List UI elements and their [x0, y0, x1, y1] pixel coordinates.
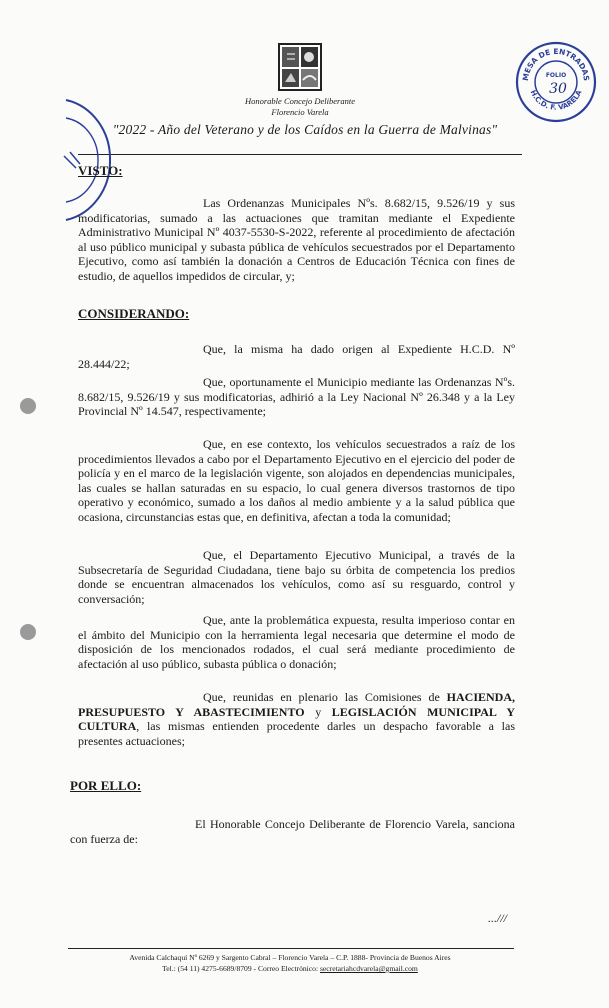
por-ello-body: El Honorable Concejo Deliberante de Florencio Varela, sanciona con fuerza de: [70, 817, 515, 846]
stamp-folio-label: FOLIO [545, 72, 567, 79]
por-ello-text [70, 817, 515, 846]
entry-desk-stamp [514, 40, 598, 124]
council-name: Honorable Concejo Deliberante [244, 96, 355, 106]
p6-start: Que, reunidas en plenario las Comisiones de [203, 690, 447, 704]
p6-mid: y [304, 704, 332, 719]
considerando-heading: CONSIDERANDO: [78, 306, 190, 321]
committee-hacienda: HACIENDA, PRESUPUESTO Y ABASTECIMIENTO [78, 690, 515, 719]
visto-text [78, 196, 515, 283]
p5-text: Que, ante la problemática expuesta, resulta imperioso contar en el ámbito del Municipio con la herramienta legal necesaria que determine el modo de disposición de los mencionados rodados, el cual será mediante procedimiento de afectación al uso público, subasta pública o donación; [78, 613, 515, 671]
stamp-bottom-text: H.C.D. F. VARELA [528, 88, 584, 112]
considerando-p2 [78, 375, 515, 419]
coat-of-arms-logo [277, 42, 323, 94]
considerando-p3 [78, 437, 515, 524]
council-header [200, 96, 400, 118]
p4-text: Que, el Departamento Ejecutivo Municipal, a través de la Subsecretaría de Seguridad Ciudadana, tiene bajo su órbita de competencia los predios donde se encuentran almacenados los vehículos, como así su resguardo, control y conversación; [78, 548, 515, 606]
p2-text: Que, oportunamente el Municipio mediante las Ordenanzas Nºs. 8.682/15, 9.526/19 y sus modificatorias, adhirió a la Ley Nacional Nº 26.348 y a la Ley Provincial Nº 14.547, respectivamente; [78, 375, 515, 418]
committee-legislacion: LEGISLACIÓN MUNICIPAL Y CULTURA [78, 704, 516, 733]
stamp-top-text: MESA DE ENTRADAS [520, 46, 592, 82]
year-motto: "2022 - Año del Veterano y de los Caídos en la Guerra de Malvinas" [112, 122, 498, 137]
header-divider [78, 154, 522, 155]
p3-text: Que, en ese contexto, los vehículos secuestrados a raíz de los procedimientos llevados a cabo por el Departamento Ejecutivo en el ejercicio del poder de policía y en el marco de la legislación vigente, son alojados en dependencias municipales, las cuales se hallan saturadas en su espacio, lo cual genera diversos trastornos de tipo operativo y económico, sumado a los daños al medio ambiente y a la salud pública que ocasiona, circunstancias estas que, en definitiva, afectan a toda la comunidad; [78, 437, 515, 524]
por-ello-heading: POR ELLO: [70, 778, 142, 793]
considerando-p5 [78, 613, 515, 671]
footer-phone: Tel.: (54 11) 4275-6689/8709 [162, 964, 252, 973]
visto-heading: VISTO: [78, 163, 123, 178]
p1-text: Que, la misma ha dado origen al Expediente H.C.D. Nº 28.444/22; [78, 342, 515, 371]
city-name: Florencio Varela [271, 107, 329, 117]
footer-email-label: - Correo Electrónico: [251, 964, 320, 973]
punch-hole [20, 398, 36, 414]
considerando-p1 [78, 342, 515, 371]
considerando-p4 [78, 548, 515, 606]
continuation-mark: .../// [488, 911, 508, 925]
footer-contact [70, 964, 510, 974]
p6-end: , las mismas entienden procedente darles un despacho favorable a las presentes actuaciones; [78, 719, 515, 748]
considerando-p6 [78, 690, 515, 748]
stamp-folio-number: 30 [549, 81, 567, 97]
footer-divider [68, 948, 514, 949]
visto-body: Las Ordenanzas Municipales Nºs. 8.682/15, 9.526/19 y sus modificatorias, sumado a las actuaciones que tramitan mediante el Expediente Administrativo Municipal Nº 4037-5530-S-2022, referente al procedimiento de afectación al uso público municipal y subasta pública de vehículos secuestrados por el Departamento Ejecutivo, como así también la donación a Centros de Educación Técnica con fines de estudio, de aquellos impedidos de circular, y; [78, 196, 515, 283]
footer-address: Avenida Calchaquí Nº 6269 y Sargento Cabral – Florencio Varela – C.P. 1888- Provincia de Buenos Aires [129, 953, 451, 962]
punch-hole [20, 624, 36, 640]
footer-email: secretariahcdvarela@gmail.com [319, 964, 418, 973]
